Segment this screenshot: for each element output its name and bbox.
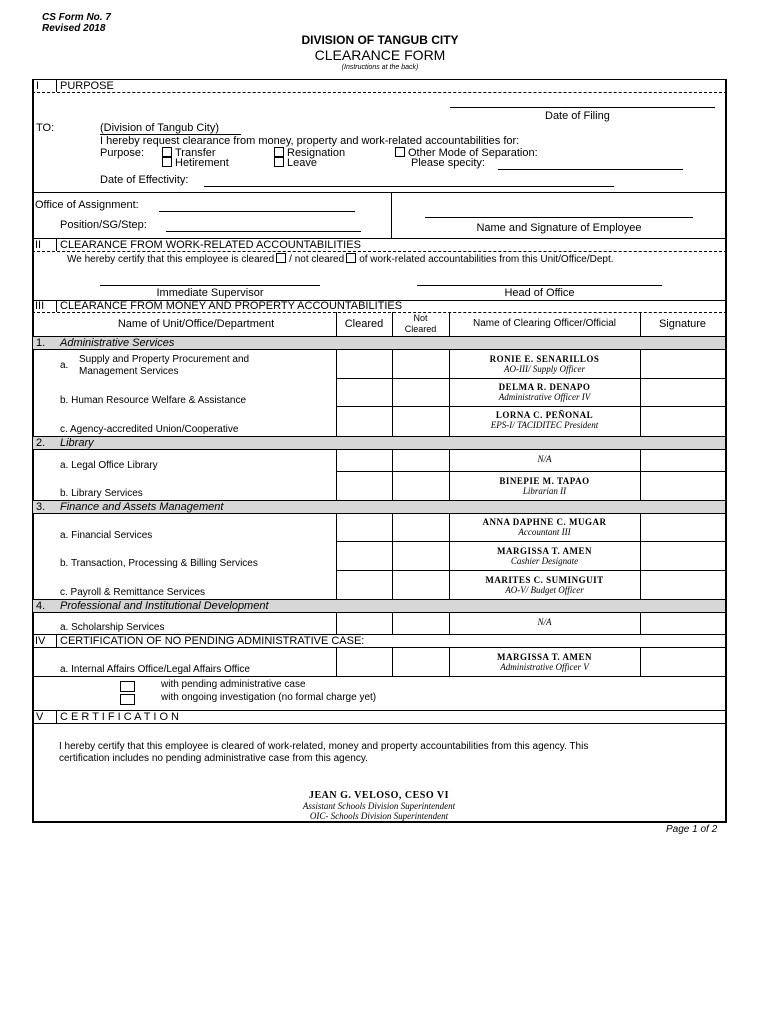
g3-col-notcleared (392, 513, 393, 599)
row3b-officer-name: MARGISSA T. AMEN (497, 546, 592, 556)
request-text: I hereby request clearance from money, property and work-related accountabilities for: (100, 135, 520, 147)
row1a-officer-title: AO-III/ Supply Officer (504, 364, 585, 374)
office-field[interactable] (159, 211, 355, 212)
form-number: CS Form No. 7 (42, 12, 111, 23)
sec2-title: CLEARANCE FROM WORK-RELATED ACCOUNTABILITIES (60, 239, 361, 251)
g1-col-signature (640, 349, 641, 436)
col-line-notcleared (392, 312, 393, 336)
sec3-number: III (35, 300, 45, 312)
certify-part-c: of work-related accountabilities from this Unit/Office/Dept. (359, 254, 614, 265)
row-line-1b (336, 406, 725, 407)
sec4-row-label: a. Internal Affairs Office/Legal Affairs Office (60, 664, 250, 675)
sec4-row-line (32, 676, 727, 677)
please-specify-field[interactable] (498, 169, 683, 170)
to-value: (Division of Tangub City) (100, 122, 220, 134)
g4-col-signature (640, 612, 641, 634)
g1-col-cleared (336, 349, 337, 436)
row3a-label: a. Financial Services (60, 530, 153, 541)
row4a-label: a. Scholarship Services (60, 622, 165, 633)
sec3-num-divider (56, 300, 57, 312)
sec5-title-line (32, 723, 727, 724)
row4a-officer-name: N/A (537, 617, 552, 627)
form-top-border (32, 79, 727, 80)
row-line-1c (32, 436, 727, 437)
ongoing-investigation-checkbox[interactable] (120, 694, 135, 705)
pending-case-checkbox[interactable] (120, 681, 135, 692)
sec5-num-divider (56, 710, 57, 723)
sec5-title: C E R T I F I C A T I O N (60, 711, 179, 723)
g3-col-cleared (336, 513, 337, 599)
col-line-cleared (336, 312, 337, 336)
g2-col-signature (640, 449, 641, 500)
col-cleared-header: Cleared (344, 318, 384, 330)
sec1-column-divider (391, 192, 392, 238)
row1b-label: b. Human Resource Welfare & Assistance (60, 395, 247, 406)
row-line-g2 (32, 449, 727, 450)
row2a-label: a. Legal Office Library (60, 460, 158, 471)
row1a-letter: a. (60, 360, 69, 371)
group1-number: 1. (36, 337, 46, 349)
page-number: Page 1 of 2 (666, 824, 718, 835)
certify-part-b: / not cleared (289, 254, 345, 265)
resignation-label: Resignation (287, 147, 346, 159)
signatory-name: JEAN G. VELOSO, CESO VI (308, 790, 450, 801)
effectivity-field[interactable] (204, 186, 614, 187)
head-label: Head of Office (504, 287, 575, 299)
row3a-officer-name: ANNA DAPHNE C. MUGAR (482, 517, 607, 527)
form-bottom-border (32, 821, 727, 823)
position-label: Position/SG/Step: (60, 219, 147, 231)
col-not-header-1: Not (413, 313, 428, 323)
row3c-label: c. Payroll & Remittance Services (60, 587, 206, 598)
group3-number: 3. (36, 501, 46, 513)
col-not-header-2: Cleared (404, 324, 437, 334)
row-line-g1 (32, 349, 727, 350)
sec2-number: II (35, 239, 42, 251)
leave-option[interactable] (272, 157, 317, 169)
col-signature-header: Signature (658, 318, 707, 330)
signatory-title-1: Assistant Schools Division Superintendent (302, 801, 456, 811)
certify-part-a: We hereby certify that this employee is cleared (67, 254, 275, 265)
row2b-officer-name: BINEPIE M. TAPAO (499, 476, 590, 486)
leave-checkbox[interactable] (274, 157, 284, 167)
signatory-title-2: OIC- Schools Division Superintendent (309, 811, 449, 821)
sec1-title: PURPOSE (60, 80, 114, 92)
row1a-line2: Management Services (79, 366, 179, 377)
g2-col-notcleared (392, 449, 393, 500)
sec4-col-notcleared (392, 647, 393, 676)
group2-title: Library (60, 437, 94, 449)
certification-body-1: I hereby certify that this employee is cleared of work-related, money and property accountabilities from this agency. This (59, 741, 589, 752)
sec4-num-divider (56, 634, 57, 647)
row3b-officer-title: Cashier Designate (510, 556, 579, 566)
transfer-label: Transfer (175, 147, 216, 159)
pending-case-label: with pending administrative case (161, 679, 306, 690)
other-label: Other Mode of Separation: (408, 147, 538, 159)
row-line-g3 (32, 513, 727, 514)
sec1-divider (32, 192, 727, 193)
row-line-2a (336, 471, 725, 472)
cleared-checkbox[interactable] (276, 253, 286, 263)
sec1-num-divider (56, 79, 57, 92)
g4-col-cleared (336, 612, 337, 634)
g3-col-signature (640, 513, 641, 599)
employee-signature-label: Name and Signature of Employee (476, 222, 642, 234)
division-name: DIVISION OF TANGUB CITY (301, 33, 459, 47)
retirement-label: Hetirement (175, 157, 229, 169)
head-signature-field[interactable] (417, 285, 662, 286)
instructions-note: (Instructions at the back) (341, 64, 419, 71)
row2b-officer-title: Librarian II (522, 486, 567, 496)
form-title: CLEARANCE FORM (314, 47, 446, 63)
sec1-number: I (36, 80, 40, 92)
sec4-officer-name: MARGISSA T. AMEN (497, 652, 592, 662)
position-field[interactable] (166, 231, 361, 232)
group4-number: 4. (36, 600, 46, 612)
g1-col-notcleared (392, 349, 393, 436)
row1c-officer-title: EPS-I/ TACIDITEC President (490, 420, 599, 430)
sec4-title: CERTIFICATION OF NO PENDING ADMINISTRATIVE CASE: (60, 635, 365, 647)
sec4-col-cleared (336, 647, 337, 676)
row1b-officer-title: Administrative Officer IV (498, 392, 591, 402)
row-line-3b (336, 570, 725, 571)
sec2-title-line (32, 251, 727, 252)
row-line-1a (336, 378, 725, 379)
supervisor-signature-field[interactable] (100, 285, 320, 286)
other-checkbox[interactable] (395, 147, 405, 157)
to-label: TO: (36, 122, 55, 134)
sec4-title-line (32, 647, 727, 648)
row-line-3a (336, 541, 725, 542)
date-filing-label: Date of Filing (545, 110, 610, 122)
date-filing-line (450, 107, 715, 108)
group2-number: 2. (36, 437, 46, 449)
leave-label: Leave (287, 157, 317, 169)
sec3-title: CLEARANCE FROM MONEY AND PROPERTY ACCOUNTABILITIES (60, 300, 403, 312)
resignation-checkbox[interactable] (274, 147, 284, 157)
purpose-label: Purpose: (100, 147, 145, 159)
not-cleared-checkbox[interactable] (346, 253, 356, 263)
group3-title: Finance and Assets Management (60, 501, 224, 513)
office-label: Office of Assignment: (35, 199, 139, 211)
sec4-col-signature (640, 647, 641, 676)
sec5-number: V (36, 711, 44, 723)
col-line-signature (640, 312, 641, 336)
ongoing-investigation-label: with ongoing investigation (no formal charge yet) (161, 692, 377, 703)
row1c-label: c. Agency-accredited Union/Cooperative (60, 424, 239, 435)
sec2-num-divider (56, 238, 57, 251)
retirement-option[interactable] (160, 157, 229, 169)
sec4-number: IV (35, 635, 46, 647)
row3b-label: b. Transaction, Processing & Billing Services (60, 558, 258, 569)
col-line-officer (449, 312, 450, 336)
row-line-g4 (32, 612, 727, 613)
certification-body-2: certification includes no pending administrative case from this agency. (59, 753, 368, 764)
row1a-officer-name: RONIE E. SENARILLOS (489, 354, 600, 364)
supervisor-label: Immediate Supervisor (156, 287, 264, 299)
row3a-officer-title: Accountant III (518, 527, 571, 537)
col-officer-header: Name of Clearing Officer/Official (472, 318, 617, 329)
sec3-title-line (32, 312, 727, 313)
col-unit-header: Name of Unit/Office/Department (117, 318, 275, 330)
revised-date: Revised 2018 (42, 23, 106, 34)
group1-title: Administrative Services (60, 337, 175, 349)
row3c-officer-title: AO-V/ Budget Officer (505, 585, 584, 595)
employee-signature-field[interactable] (425, 217, 693, 218)
row2b-label: b. Library Services (60, 488, 143, 499)
sec4-officer-title: Administrative Officer V (500, 662, 589, 672)
row1b-officer-name: DELMA R. DENAPO (498, 382, 591, 392)
retirement-checkbox[interactable] (162, 157, 172, 167)
g4-col-notcleared (392, 612, 393, 634)
effectivity-label: Date of Effectivity: (100, 174, 189, 186)
row3c-officer-name: MARITES C. SUMINGUIT (485, 575, 604, 585)
group2-band (33, 436, 725, 449)
row1c-officer-name: LORNA C. PEÑONAL (495, 410, 594, 420)
please-specify-label: Please specity: (411, 157, 485, 169)
sec1-title-line (32, 92, 727, 93)
sec2-certify-text (67, 253, 614, 265)
transfer-checkbox[interactable] (162, 147, 172, 157)
g2-col-cleared (336, 449, 337, 500)
row2a-officer-name: N/A (537, 454, 552, 464)
group4-title: Professional and Institutional Development (60, 600, 269, 612)
row1a-line1: Supply and Property Procurement and (79, 354, 250, 365)
